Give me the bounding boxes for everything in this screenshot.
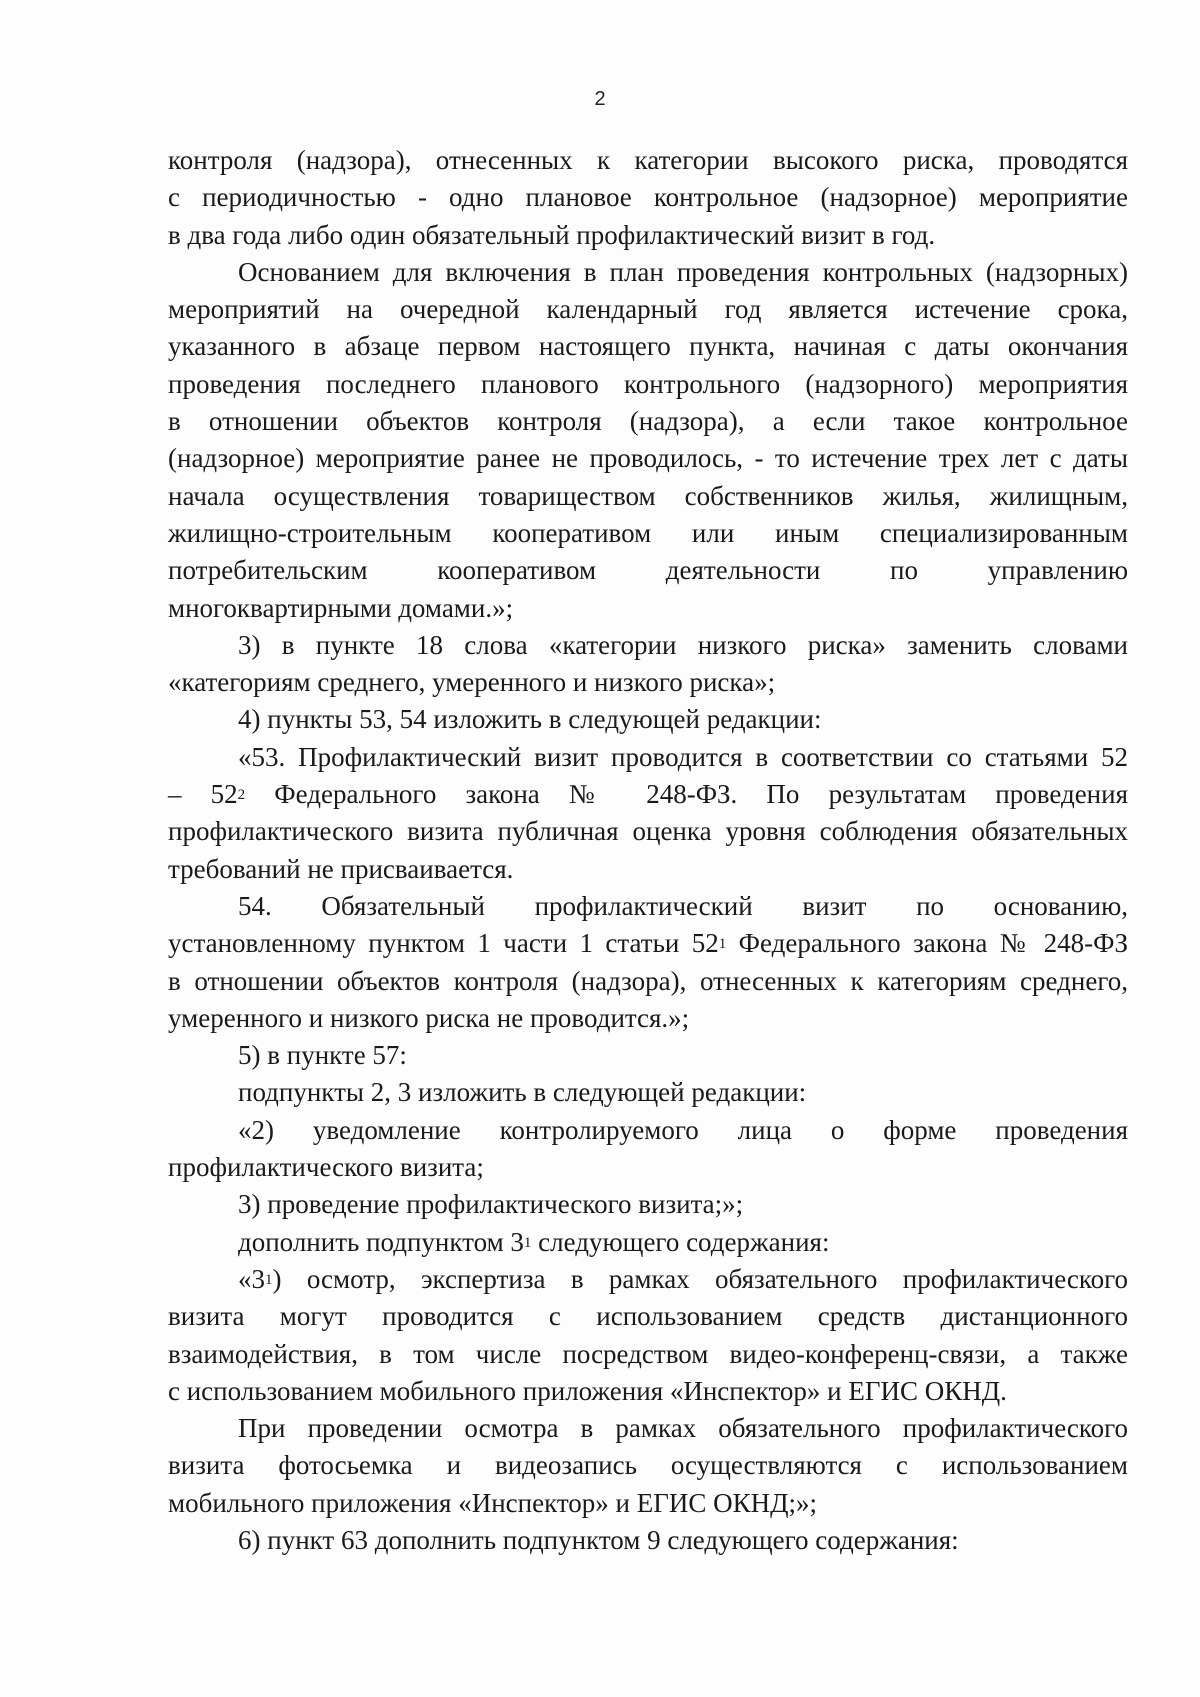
text-line: с периодичностью - одно плановое контрольное (надзорное) мероприятие bbox=[168, 182, 1128, 213]
superscript: 1 bbox=[265, 1271, 273, 1288]
text-line: профилактического визита; bbox=[168, 1152, 484, 1183]
superscript: 1 bbox=[718, 936, 727, 953]
paragraph-item-5 bbox=[168, 1037, 1128, 1074]
text-line: 3) проведение профилактического визита;»; bbox=[238, 1189, 744, 1220]
text-line: многоквартирными домами.»; bbox=[168, 592, 514, 623]
text-line: При проведении осмотра в рамках обязательного профилактического bbox=[238, 1413, 1128, 1444]
text-line: «2) уведомление контролируемого лица о форме проведения bbox=[238, 1114, 1128, 1145]
paragraph-inspection-media bbox=[168, 1410, 1128, 1522]
text-line: начала осуществления товариществом собственников жилья, жилищным, bbox=[168, 480, 1128, 511]
page-number: 2 bbox=[594, 88, 606, 110]
text-line bbox=[168, 1224, 1128, 1261]
text-line: мобильного приложения «Инспектор» и ЕГИС ОКНД;»; bbox=[168, 1487, 818, 1518]
text-line: визита фотосьемка и видеозапись осуществляются с использованием bbox=[168, 1450, 1128, 1481]
text-line: контроля (надзора), отнесенных к категории высокого риска, проводятся bbox=[168, 145, 1128, 175]
text-line: потребительским кооперативом деятельности по управлению bbox=[168, 555, 1128, 586]
document-body bbox=[168, 142, 1128, 1559]
text-line: умеренного и низкого риска не проводится.»; bbox=[168, 1002, 690, 1033]
superscript: 2 bbox=[237, 787, 246, 804]
text-line: требований не присваивается. bbox=[168, 853, 514, 884]
paragraph-item-4 bbox=[168, 701, 1128, 738]
text-fragment: – 52 bbox=[168, 779, 238, 810]
text-fragment: установленному пунктом 1 части 1 статьи 52 bbox=[168, 928, 719, 959]
text-line bbox=[168, 776, 1128, 813]
text-line: в два года либо один обязательный профилактический визит в год. bbox=[168, 219, 936, 250]
text-line: 6) пункт 63 дополнить подпунктом 9 следующего содержания: bbox=[238, 1524, 959, 1555]
text-line bbox=[168, 1261, 1128, 1298]
paragraph-clause-54 bbox=[168, 888, 1128, 1037]
text-line: Основанием для включения в план проведения контрольных (надзорных) bbox=[238, 256, 1128, 287]
text-line: визита могут проводится с использованием средств дистанционного bbox=[168, 1301, 1128, 1332]
superscript: 1 bbox=[523, 1234, 532, 1251]
text-line: в отношении объектов контроля (надзора), а если такое контрольное bbox=[168, 406, 1128, 437]
text-line: 54. Обязательный профилактический визит по основанию, bbox=[238, 890, 1128, 921]
paragraph-plan-basis bbox=[168, 254, 1128, 627]
paragraph-item-6 bbox=[168, 1522, 1128, 1559]
text-line: мероприятий на очередной календарный год является истечение срока, bbox=[168, 294, 1128, 325]
paragraph-item-3 bbox=[168, 627, 1128, 702]
text-line: 5) в пункте 57: bbox=[238, 1040, 407, 1071]
text-line: «категориям среднего, умеренного и низкого риска»; bbox=[168, 667, 776, 698]
text-line: с использованием мобильного приложения «Инспектор» и ЕГИС ОКНД. bbox=[168, 1375, 1007, 1406]
text-fragment: ) осмотр, экспертиза в рамках обязательного профилактического bbox=[272, 1263, 1128, 1294]
text-fragment: Федерального закона № 248-ФЗ. По результатам проведения bbox=[245, 779, 1129, 810]
paragraph-clause-53 bbox=[168, 739, 1128, 888]
text-fragment: дополнить подпунктом 3 bbox=[238, 1226, 524, 1257]
paragraph-subitem-3-1 bbox=[168, 1261, 1128, 1410]
text-line: 4) пункты 53, 54 изложить в следующей редакции: bbox=[238, 704, 822, 735]
text-line: подпункты 2, 3 изложить в следующей редакции: bbox=[238, 1077, 807, 1108]
text-line: профилактического визита публичная оценка уровня соблюдения обязательных bbox=[168, 816, 1128, 847]
paragraph-risk-periodicity bbox=[168, 142, 1128, 254]
text-fragment: «3 bbox=[238, 1263, 265, 1294]
text-line: 3) в пункте 18 слова «категории низкого риска» заменить словами bbox=[238, 629, 1128, 660]
text-line: проведения последнего планового контрольного (надзорного) мероприятия bbox=[168, 368, 1128, 399]
text-fragment: Федерального закона № 248-ФЗ bbox=[726, 928, 1128, 959]
text-line bbox=[168, 925, 1128, 962]
text-line: в отношении объектов контроля (надзора), отнесенных к категориям среднего, bbox=[168, 965, 1128, 996]
text-line: указанного в абзаце первом настоящего пункта, начиная с даты окончания bbox=[168, 331, 1128, 362]
paragraph-add-subitem bbox=[168, 1224, 1128, 1261]
text-line: «53. Профилактический визит проводится в соответствии со статьями 52 bbox=[238, 741, 1128, 772]
text-line: жилищно-строительным кооперативом или иным специализированным bbox=[168, 517, 1128, 548]
paragraph-subitem-2 bbox=[168, 1112, 1128, 1187]
text-fragment: следующего содержания: bbox=[531, 1226, 830, 1257]
paragraph-subitem-3 bbox=[168, 1186, 1128, 1223]
text-line: (надзорное) мероприятие ранее не проводилось, - то истечение трех лет с даты bbox=[168, 443, 1128, 474]
paragraph-subitems-2-3 bbox=[168, 1074, 1128, 1111]
text-line: взаимодействия, в том числе посредством видео-конференц-связи, а также bbox=[168, 1338, 1128, 1369]
